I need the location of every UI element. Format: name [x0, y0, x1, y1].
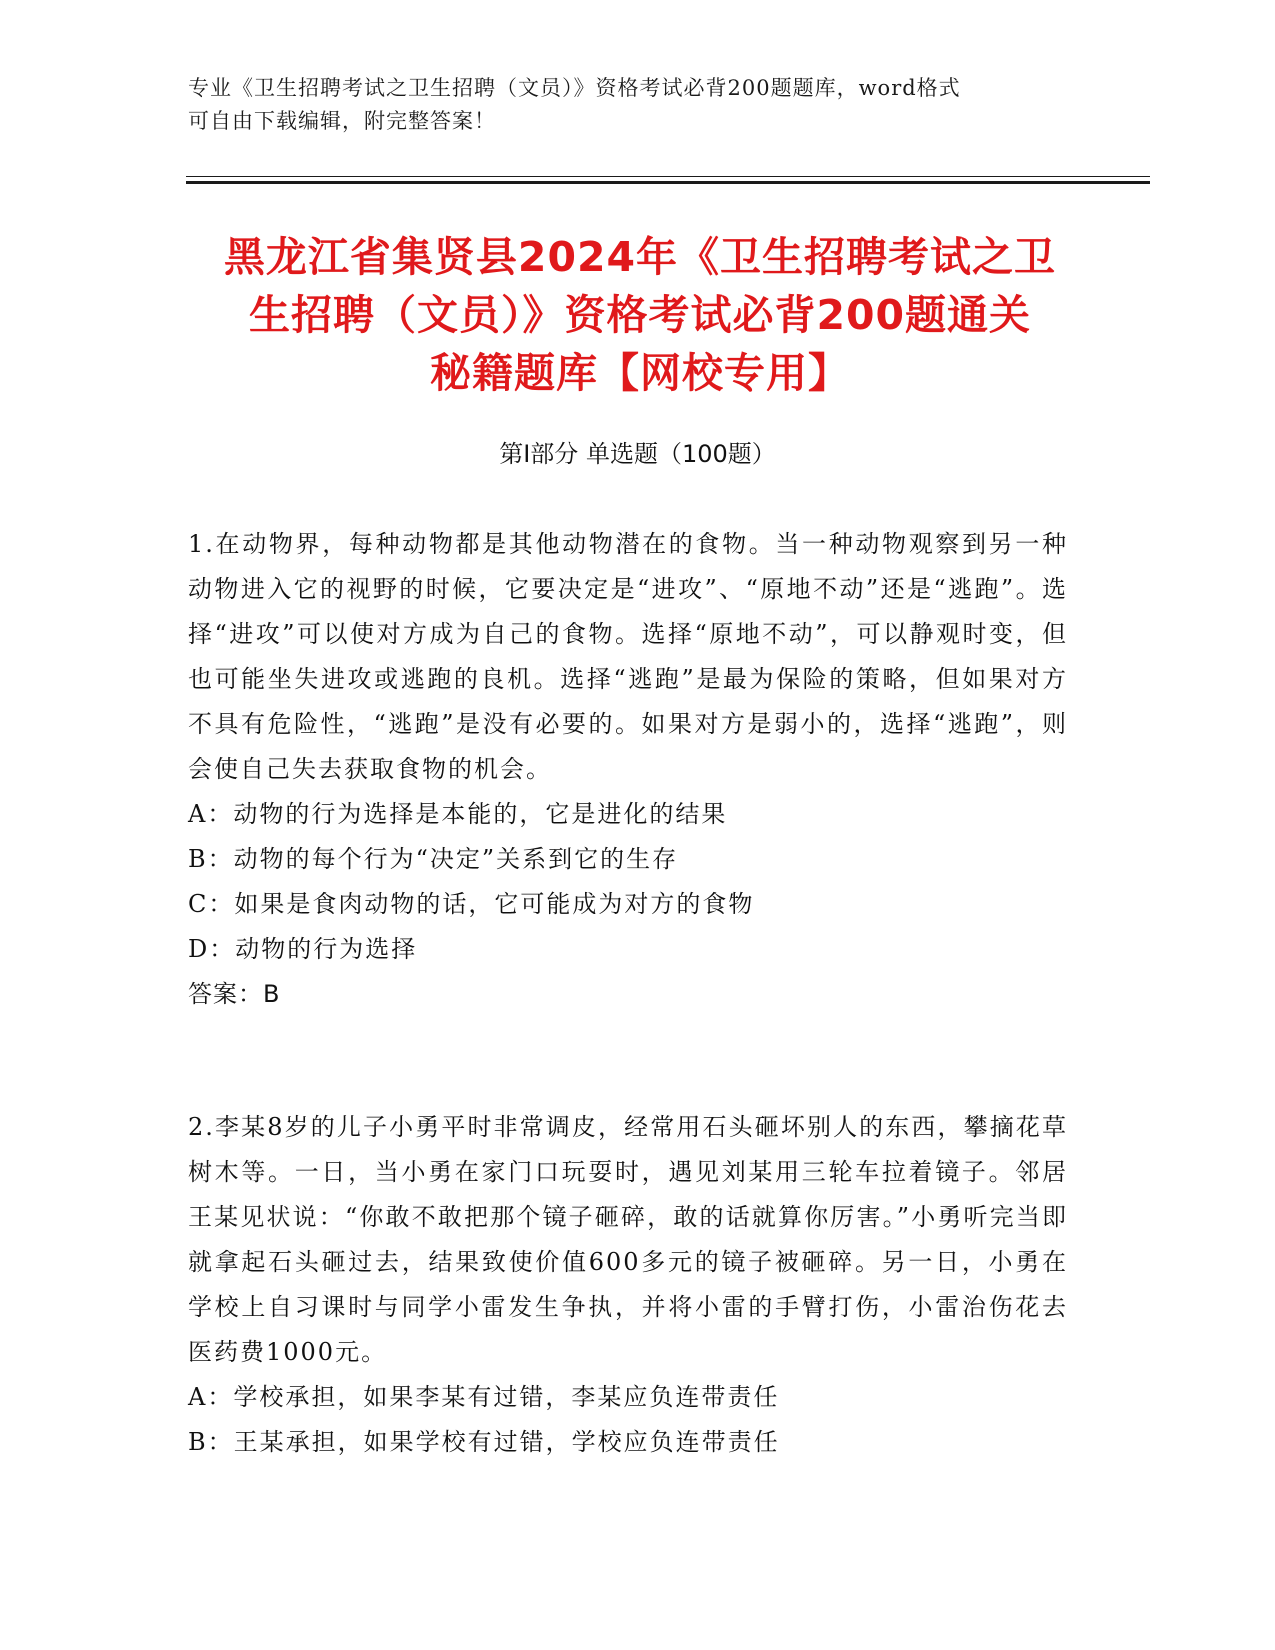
- question-stem: 2.李某8岁的儿子小勇平时非常调皮，经常用石头砸坏别人的东西，攀摘花草树木等。一日，当小勇在家门口玩耍时，遇见刘某用三轮车拉着镜子。邻居王某见状说：“你敢不敢把那个镜子砸碎，敢的话就算你厉害。”小勇听完当即就拿起石头砸过去，结果致使价值600多元的镜子被砸碎。另一日，小勇在学校上自习课时与同学小雷发生争执，并将小雷的手臂打伤，小雷治伤花去医药费1000元。: [188, 1113, 1068, 1366]
- header-divider-thick: [186, 181, 1150, 184]
- option-d: D：动物的行为选择: [188, 935, 418, 963]
- header-note: [188, 72, 1088, 138]
- document-title-line-3: 秘籍题库【网校专用】: [430, 349, 850, 397]
- question-1: [188, 522, 1068, 1017]
- option-a: A：动物的行为选择是本能的，它是进化的结果: [188, 800, 728, 828]
- question-stem: 1.在动物界，每种动物都是其他动物潜在的食物。当一种动物观察到另一种动物进入它的视野的时候，它要决定是“进攻”、“原地不动”还是“逃跑”。选择“进攻”可以使对方成为自己的食物。选择“原地不动”，可以静观时变，但也可能坐失进攻或逃跑的良机。选择“逃跑”是最为保险的策略，但如果对方不具有危险性，“逃跑”是没有必要的。如果对方是弱小的，选择“逃跑”，则会使自己失去获取食物的机会。: [188, 530, 1068, 783]
- header-divider-thin: [186, 176, 1150, 177]
- header-note-line-2: 可自由下载编辑，附完整答案！: [188, 109, 496, 133]
- question-2: [188, 1105, 1068, 1465]
- option-a: A：学校承担，如果李某有过错，李某应负连带责任: [188, 1383, 780, 1411]
- answer-text: 答案：B: [188, 980, 281, 1008]
- document-title-line-2: 生招聘（文员）》资格考试必背200题通关: [248, 291, 1032, 339]
- option-c: C：如果是食肉动物的话，它可能成为对方的食物: [188, 890, 755, 918]
- document-title-line-1: 黑龙江省集贤县2024年《卫生招聘考试之卫: [223, 233, 1057, 281]
- option-b: B：动物的每个行为“决定”关系到它的生存: [188, 845, 679, 873]
- header-note-line-1: 专业《卫生招聘考试之卫生招聘（文员）》资格考试必背200题题库，word格式: [188, 76, 961, 100]
- option-b: B：王某承担，如果学校有过错，学校应负连带责任: [188, 1428, 780, 1456]
- section-title: 第Ⅰ部分 单选题（100题）: [499, 440, 776, 468]
- document-title: [175, 228, 1105, 402]
